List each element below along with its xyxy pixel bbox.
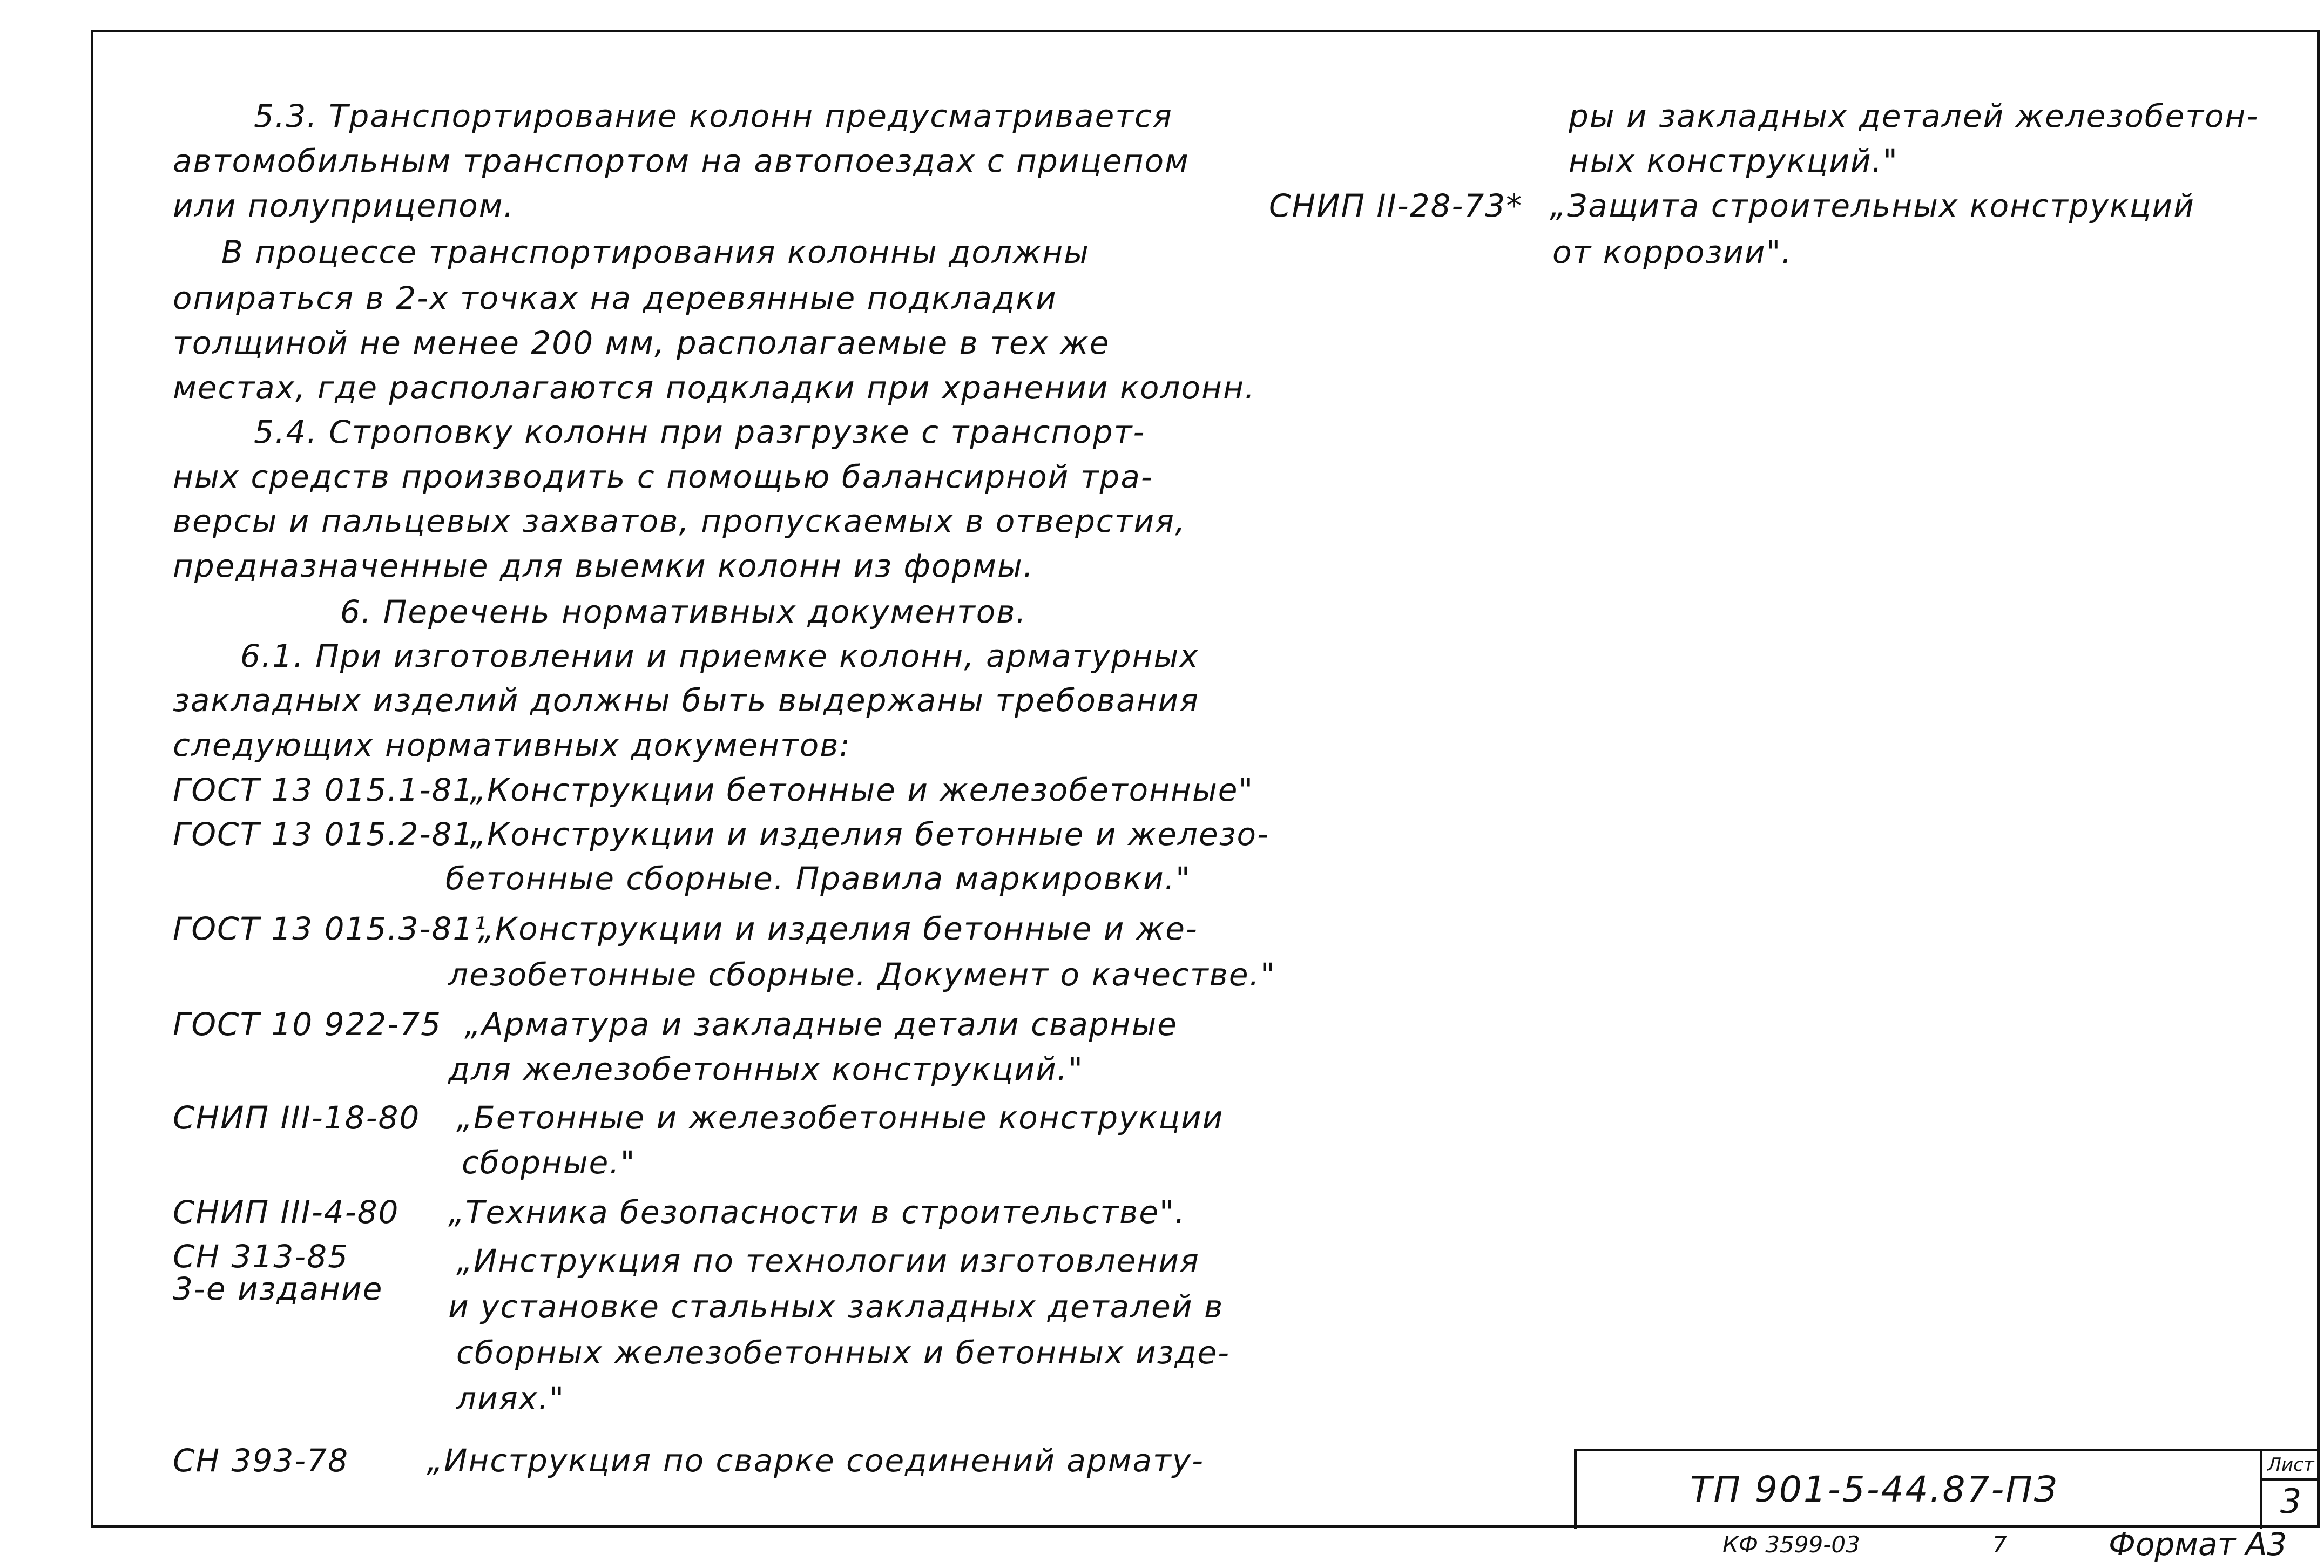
reference-title: сборные." — [462, 1144, 636, 1181]
reference-code: ГОСТ 13 015.2-81 — [173, 816, 474, 853]
document-code: ТП 901-5-44.87-ПЗ — [1690, 1469, 2059, 1510]
text-line: ры и закладных деталей железобетон- — [1569, 98, 2259, 134]
reference-code: СНИП III-4-80 — [173, 1194, 400, 1231]
reference-title: „Техника безопасности в строительстве". — [448, 1194, 1186, 1231]
reference-title: „Инструкция по технологии изготовления — [456, 1242, 1200, 1279]
reference-title: бетонные сборные. Правила маркировки." — [445, 860, 1191, 897]
sheet-cell — [2260, 1451, 2319, 1529]
text-line: местах, где располагаются подкладки при хранении колонн. — [173, 369, 1256, 406]
reference-title: „Конструкции бетонные и железобетонные" — [470, 772, 1254, 808]
title-block — [1574, 1449, 2319, 1529]
reference-title: сборных железобетонных и бетонных изде- — [456, 1334, 1231, 1371]
section-heading: 6. Перечень нормативных документов. — [340, 593, 1027, 630]
text-line: предназначенные для выемки колонн из формы. — [173, 548, 1035, 584]
reference-title: „Защита строительных конструкций — [1550, 187, 2195, 224]
reference-title: „Бетонные и железобетонные конструкции — [456, 1099, 1224, 1136]
order-number: КФ 3599-03 — [1722, 1531, 1860, 1558]
text-line: автомобильным транспортом на автопоездах с прицепом — [173, 143, 1190, 179]
reference-title: „Конструкции и изделия бетонные и же- — [478, 910, 1198, 947]
text-line: 6.1. При изготовлении и приемке колонн, арматурных — [240, 638, 1199, 674]
copy-number: 7 — [1992, 1531, 2007, 1558]
reference-code: СН 393-78 — [173, 1442, 349, 1479]
reference-code: ГОСТ 13 015.3-81¹ — [173, 910, 488, 947]
text-line: 5.3. Транспортирование колонн предусматривается — [254, 98, 1173, 134]
reference-code: СН 313-85 — [173, 1238, 349, 1275]
reference-title: от коррозии". — [1552, 234, 1793, 271]
reference-title: для железобетонных конструкций." — [448, 1051, 1084, 1087]
reference-code-note: 3-е издание — [173, 1270, 383, 1307]
text-line: опираться в 2-х точках на деревянные подкладки — [173, 280, 1057, 316]
reference-title: и установке стальных закладных деталей в — [448, 1288, 1224, 1325]
reference-title: „Арматура и закладные детали сварные — [464, 1006, 1178, 1043]
reference-code: ГОСТ 10 922-75 — [173, 1006, 442, 1043]
sheet-label: Лист — [2262, 1451, 2319, 1481]
text-line: следующих нормативных документов: — [173, 727, 851, 763]
reference-title: „Конструкции и изделия бетонные и железо- — [470, 816, 1269, 853]
paper-format: Формат А3 — [2109, 1526, 2287, 1563]
reference-code: СНИП II-28-73* — [1269, 187, 1523, 224]
text-line: ных средств производить с помощью балансирной тра- — [173, 458, 1153, 495]
text-line: толщиной не менее 200 мм, располагаемые в тех же — [173, 325, 1110, 361]
reference-title: „Инструкция по сварке соединений армату- — [427, 1442, 1205, 1479]
text-line: 5.4. Строповку колонн при разгрузке с транспорт- — [254, 414, 1146, 450]
sheet-number: 3 — [2280, 1482, 2302, 1521]
reference-code: ГОСТ 13 015.1-81 — [173, 772, 474, 808]
text-line: В процессе транспортирования колонны должны — [221, 234, 1090, 271]
text-line: закладных изделий должны быть выдержаны требования — [173, 682, 1200, 719]
text-line: версы и пальцевых захватов, пропускаемых в отверстия, — [173, 503, 1186, 539]
reference-title: лиях." — [456, 1380, 565, 1417]
text-line: или полуприцепом. — [173, 187, 515, 224]
reference-code: СНИП III-18-80 — [173, 1099, 421, 1136]
reference-title: лезобетонные сборные. Документ о качестве." — [448, 956, 1276, 993]
text-line: ных конструкций." — [1569, 143, 1899, 179]
